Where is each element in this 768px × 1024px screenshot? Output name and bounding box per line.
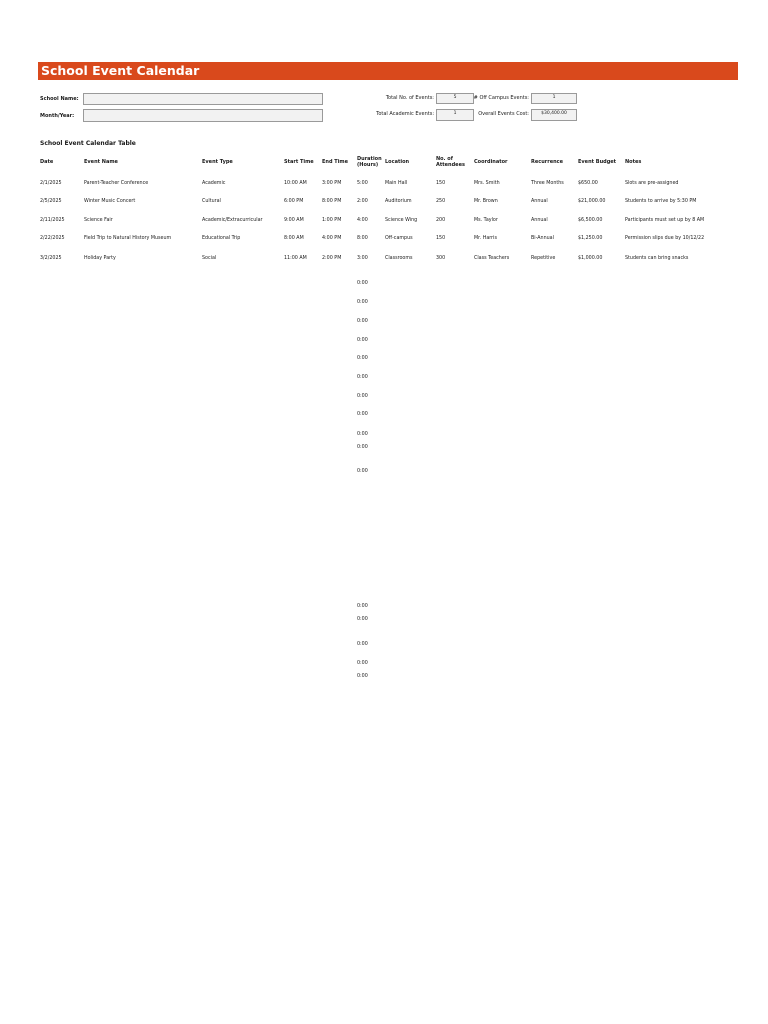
- header-coordinator: Coordinator: [474, 159, 508, 165]
- duration-empty-cell: 0:00: [357, 432, 368, 437]
- cell-event-budget: $1,000.00: [578, 256, 603, 261]
- cell-notes: Participants must set up by 8 AM: [625, 218, 705, 223]
- school-name-label: School Name:: [40, 96, 79, 102]
- cell-end-time: 1:00 PM: [322, 218, 342, 223]
- cell-recurrence: Bi-Annual: [531, 236, 554, 241]
- cell-attendees: 300: [436, 256, 446, 261]
- cell-duration: 3:00: [357, 256, 368, 261]
- cell-end-time: 8:00 PM: [322, 199, 342, 204]
- header-event-budget: Event Budget: [578, 159, 617, 165]
- cell-attendees: 200: [436, 218, 446, 223]
- cell-duration: 2:00: [357, 199, 368, 204]
- cell-event-name: Field Trip to Natural History Museum: [84, 236, 172, 241]
- duration-empty-cell: 0:00: [357, 394, 368, 399]
- cell-event-type: Social: [202, 256, 217, 261]
- duration-empty-cell: 0:00: [357, 375, 368, 380]
- cell-duration: 8:00: [357, 236, 368, 241]
- cell-recurrence: Annual: [531, 199, 548, 204]
- cell-event-type: Cultural: [202, 199, 221, 204]
- duration-empty-cell: 0:00: [357, 338, 368, 343]
- cell-event-name: Science Fair: [84, 218, 113, 223]
- cell-event-name: Holiday Party: [84, 256, 116, 261]
- cell-end-time: 4:00 PM: [322, 236, 342, 241]
- header-notes: Notes: [625, 159, 642, 165]
- cell-start-time: 6:00 PM: [284, 199, 304, 204]
- duration-empty-cell: 0:00: [357, 661, 368, 666]
- cell-start-time: 10:00 AM: [284, 181, 307, 186]
- cell-recurrence: Repetitive: [531, 256, 556, 261]
- cell-event-budget: $650.00: [578, 181, 598, 186]
- total-events-value: 5: [436, 93, 474, 104]
- cell-notes: Students can bring snacks: [625, 256, 689, 261]
- cell-coordinator: Mrs. Smith: [474, 181, 500, 186]
- cell-event-name: Winter Music Concert: [84, 199, 136, 204]
- cell-location: Classrooms: [385, 256, 413, 261]
- cell-end-time: 3:00 PM: [322, 181, 342, 186]
- cell-location: Science Wing: [385, 218, 418, 223]
- cell-end-time: 2:00 PM: [322, 256, 342, 261]
- duration-empty-cell: 0:00: [357, 604, 368, 609]
- cell-date: 2/11/2025: [40, 218, 65, 223]
- overall-cost-label: Overall Events Cost:: [478, 111, 529, 117]
- duration-empty-cell: 0:00: [357, 445, 368, 450]
- header-event-type: Event Type: [202, 159, 233, 165]
- duration-empty-cell: 0:00: [357, 617, 368, 622]
- cell-location: Off-campus: [385, 236, 413, 241]
- cell-event-budget: $1,250.00: [578, 236, 603, 241]
- academic-events-value: 1: [436, 109, 474, 121]
- cell-start-time: 8:00 AM: [284, 236, 304, 241]
- cell-date: 2/22/2025: [40, 236, 65, 241]
- month-year-label: Month/Year:: [40, 113, 75, 119]
- header-duration: Duration (Hours): [357, 156, 382, 168]
- header-date: Date: [40, 159, 54, 165]
- cell-coordinator: Ms. Taylor: [474, 218, 498, 223]
- duration-empty-cell: 0:00: [357, 281, 368, 286]
- header-end-time: End Time: [322, 159, 349, 165]
- header-attendees: No. of Attendees: [436, 156, 465, 168]
- cell-attendees: 150: [436, 236, 446, 241]
- cell-event-budget: $6,500.00: [578, 218, 603, 223]
- cell-notes: Slots are pre-assigned: [625, 181, 679, 186]
- cell-start-time: 11:00 AM: [284, 256, 307, 261]
- cell-event-name: Parent-Teacher Conference: [84, 181, 149, 186]
- cell-notes: Students to arrive by 5:30 PM: [625, 199, 697, 204]
- off-campus-label: # Off Campus Events:: [473, 95, 529, 101]
- off-campus-value: 1: [531, 93, 577, 104]
- cell-event-budget: $21,000.00: [578, 199, 606, 204]
- cell-recurrence: Three Months: [531, 181, 564, 186]
- duration-empty-cell: 0:00: [357, 674, 368, 679]
- duration-empty-cell: 0:00: [357, 469, 368, 474]
- school-name-field[interactable]: [83, 93, 323, 105]
- header-start-time: Start Time: [284, 159, 314, 165]
- header-recurrence: Recurrence: [531, 159, 564, 165]
- duration-empty-cell: 0:00: [357, 642, 368, 647]
- cell-start-time: 9:00 AM: [284, 218, 304, 223]
- header-location: Location: [385, 159, 410, 165]
- table-title: School Event Calendar Table: [40, 140, 136, 147]
- overall-cost-value: $30,400.00: [531, 109, 577, 121]
- cell-recurrence: Annual: [531, 218, 548, 223]
- cell-coordinator: Mr. Brown: [474, 199, 498, 204]
- cell-duration: 5:00: [357, 181, 368, 186]
- duration-empty-cell: 0:00: [357, 356, 368, 361]
- total-events-label: Total No. of Events:: [385, 95, 434, 101]
- cell-notes: Permission slips due by 10/12/22: [625, 236, 705, 241]
- cell-location: Auditorium: [385, 199, 412, 204]
- cell-date: 3/2/2025: [40, 256, 62, 261]
- duration-empty-cell: 0:00: [357, 319, 368, 324]
- duration-empty-cell: 0:00: [357, 412, 368, 417]
- title-bar: [38, 62, 738, 80]
- cell-coordinator: Mr. Harris: [474, 236, 497, 241]
- academic-events-label: Total Academic Events:: [376, 111, 434, 117]
- header-event-name: Event Name: [84, 159, 118, 165]
- cell-event-type: Educational Trip: [202, 236, 241, 241]
- cell-duration: 4:00: [357, 218, 368, 223]
- cell-location: Main Hall: [385, 181, 408, 186]
- cell-event-type: Academic: [202, 181, 226, 186]
- cell-attendees: 250: [436, 199, 446, 204]
- month-year-field[interactable]: [83, 109, 323, 122]
- page-title: School Event Calendar: [41, 63, 200, 78]
- cell-coordinator: Class Teachers: [474, 256, 510, 261]
- cell-date: 2/1/2025: [40, 181, 62, 186]
- duration-empty-cell: 0:00: [357, 300, 368, 305]
- cell-attendees: 150: [436, 181, 446, 186]
- cell-date: 2/5/2025: [40, 199, 62, 204]
- cell-event-type: Academic/Extracurricular: [202, 218, 263, 223]
